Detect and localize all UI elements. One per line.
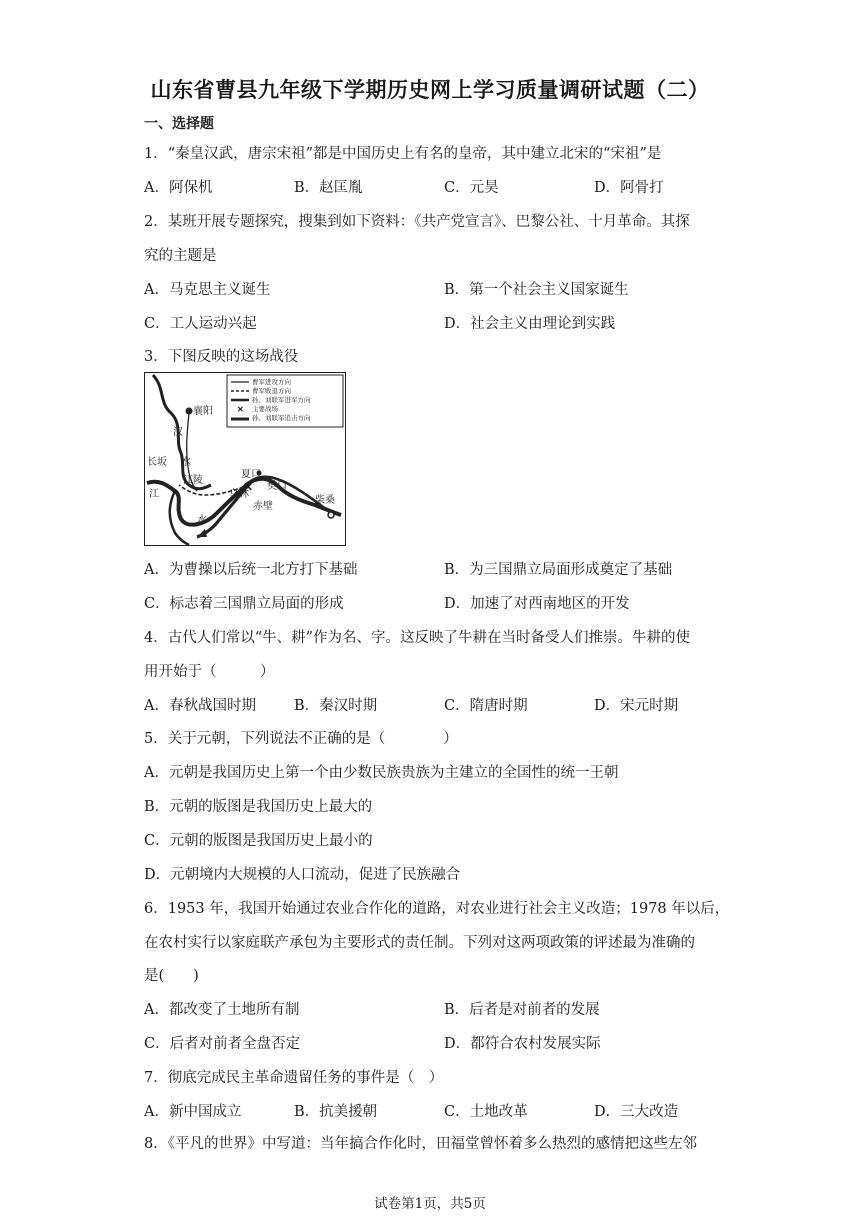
- q7-option-c: C．土地改革: [444, 1104, 528, 1120]
- place-xiakou: 夏口: [241, 469, 261, 480]
- question-2-line-2: 究的主题是: [144, 248, 217, 264]
- q4-option-c: C．隋唐时期: [444, 698, 528, 714]
- q7-option-a: A．新中国成立: [144, 1104, 242, 1120]
- place-shui-1: 水: [181, 457, 191, 468]
- page-footer: 试卷第1页，共5页: [374, 1196, 486, 1212]
- q1-option-d: D．阿骨打: [594, 180, 664, 196]
- q6-option-c: C．后者对前者全盘否定: [144, 1036, 301, 1052]
- legend-label-3: 孙、刘联军进军方向: [252, 397, 311, 404]
- q6-option-a: A．都改变了土地所有制: [144, 1002, 300, 1018]
- q3-option-b: B．为三国鼎立局面形成奠定了基础: [444, 562, 673, 578]
- question-6-line-1: 6．1953 年，我国开始通过农业合作化的道路，对农业进行社会主义改造；1978 年以后，: [144, 901, 730, 917]
- q7-option-d: D．三大改造: [594, 1104, 679, 1120]
- q3-option-a: A．为曹操以后统一北方打下基础: [144, 562, 358, 578]
- q2-option-d: D．社会主义由理论到实践: [444, 316, 616, 332]
- q5-option-c: C．元朝的版图是我国历史上最小的: [144, 833, 373, 849]
- section-heading: 一、选择题: [144, 116, 214, 132]
- battle-cross-mark: ✕: [243, 480, 254, 494]
- question-6-line-2: 在农村实行以家庭联产承包为主要形式的责任制。下列对这两项政策的评述最为准确的: [144, 935, 695, 951]
- xiangyang-dot: [186, 408, 193, 415]
- question-5-line-1: 5．关于元朝，下列说法不正确的是（ ）: [144, 731, 458, 747]
- q2-option-b: B．第一个社会主义国家诞生: [444, 282, 629, 298]
- q4-option-d: D．宋元时期: [594, 698, 679, 714]
- question-1-line-1: 1．“秦皇汉武，唐宗宋祖”都是中国历史上有名的皇帝，其中建立北宋的“宋祖”是: [144, 146, 662, 162]
- battle-map-svg: [145, 373, 345, 545]
- question-8-line-1: 8．《平凡的世界》中写道：当年搞合作化时，田福堂曾怀着多么热烈的感情把这些左邻: [144, 1136, 697, 1152]
- place-changban: 长坂: [147, 457, 167, 468]
- place-jiangling: 江陵: [183, 475, 203, 486]
- pursuit-arrowhead: [197, 529, 207, 537]
- question-4-line-2: 用开始于（ ）: [144, 664, 275, 680]
- q1-option-b: B．赵匡胤: [294, 180, 363, 196]
- place-chibi: 赤壁: [253, 501, 273, 512]
- legend-cross-mark: ✕: [237, 404, 244, 414]
- legend-label-1: 曹军进攻方向: [252, 379, 291, 386]
- question-4-line-1: 4．古代人们常以“牛、耕”作为名、字。这反映了牛耕在当时备受人们推崇。牛耕的使: [144, 630, 691, 646]
- q2-option-c: C．工人运动兴起: [144, 316, 257, 332]
- place-han: 汉: [173, 427, 183, 438]
- q3-option-d: D．加速了对西南地区的开发: [444, 596, 630, 612]
- question-3-line-1: 3．下图反映的这场战役: [144, 349, 299, 365]
- battle-map: [144, 372, 346, 546]
- question-6-line-3: 是( ): [144, 968, 199, 984]
- place-xiangyang: 襄阳: [193, 406, 213, 417]
- q2-option-a: A．马克思主义诞生: [144, 282, 271, 298]
- q5-option-d: D．元朝境内大规模的人口流动，促进了民族融合: [144, 867, 461, 883]
- question-7-line-1: 7．彻底完成民主革命遗留任务的事件是（ ）: [144, 1070, 444, 1086]
- q5-option-a: A．元朝是我国历史上第一个由少数民族贵族为主建立的全国性的统一王朝: [144, 765, 619, 781]
- place-fankou: 樊口: [267, 481, 287, 492]
- q6-option-d: D．都符合农村发展实际: [444, 1036, 601, 1052]
- q3-option-c: C．标志着三国鼎立局面的形成: [144, 596, 344, 612]
- legend-label-2: 曹军败退方向: [252, 388, 291, 395]
- legend-label-5: 孙、刘联军追击方向: [252, 415, 311, 422]
- legend-label-4: 主要战场: [252, 406, 278, 413]
- place-wulin: 乌林: [229, 489, 249, 500]
- q4-option-b: B．秦汉时期: [294, 698, 378, 714]
- place-chaisang: 柴桑: [315, 495, 335, 506]
- place-jiang: 江: [149, 489, 159, 500]
- q4-option-a: A．春秋战国时期: [144, 698, 256, 714]
- q1-option-a: A．阿保机: [144, 180, 213, 196]
- q1-option-c: C．元昊: [444, 180, 499, 196]
- page-title: 山东省曹县九年级下学期历史网上学习质量调研试题（二）: [150, 77, 710, 102]
- q6-option-b: B．后者是对前者的发展: [444, 1002, 600, 1018]
- q7-option-b: B．抗美援朝: [294, 1104, 378, 1120]
- chaisang-dot: [328, 512, 334, 518]
- place-shui-2: 水: [197, 515, 207, 526]
- question-2-line-1: 2．某班开展专题探究，搜集到如下资料：《共产党宣言》、巴黎公社、十月革命。其探: [144, 214, 690, 230]
- q5-option-b: B．元朝的版图是我国历史上最大的: [144, 799, 373, 815]
